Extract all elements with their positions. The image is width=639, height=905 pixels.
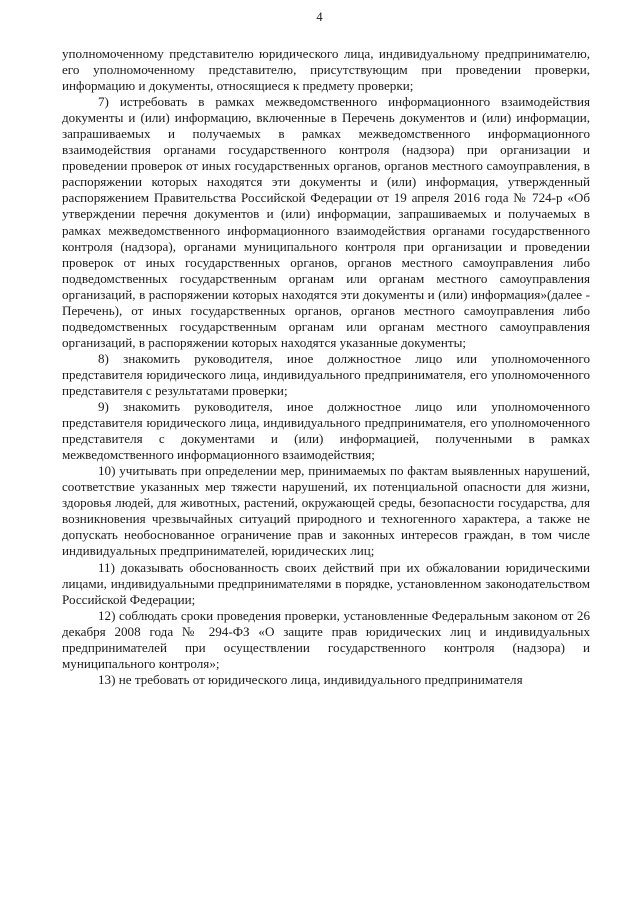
paragraph-item-10: 10) учитывать при определении мер, принимаемых по фактам выявленных нарушений, соответствие указанных мер тяжести нарушений, их потенциальной опасности для жизни, здоровья людей, для животных, растений, окружающей среды, безопасности государства, для возникновения чрезвычайных ситуаций природного и техногенного характера, а также не допускать необоснованное ограничение прав и законных интересов граждан, в том числе индивидуальных предпринимателей, юридических лиц; (62, 463, 590, 559)
page-number: 4 (316, 10, 323, 24)
paragraph-item-7: 7) истребовать в рамках межведомственного информационного взаимодействия документы и (или) информацию, включенные в Перечень документов и (или) информации, запрашиваемых и получаемых в рамках межведомственного информационного взаимодействия органами государственного контроля (надзора) при организации и проведении проверок от иных государственных органов, органов местного самоуправления, в распоряжении которых находятся эти документы и (или) информация, утвержденный распоряжением Правительства Российской Федерации от 19 апреля 2016 года № 724-р «Об утверждении перечня документов и (или) информации, запрашиваемых и получаемых в рамках межведомственного информационного взаимодействия органами государственного контроля (надзора), органами муниципального контроля при организации и проведении проверок от иных государственных органов, органов местного самоуправления либо подведомственных государственным органам или органам местного самоуправления организаций, в распоряжении которых находятся эти документы и (или) информация»(далее - Перечень), от иных государственных органов, органов местного самоуправления либо подведомственных государственным органам или органам местного самоуправления организаций, в распоряжении которых находятся указанные документы; (62, 94, 590, 350)
paragraph-item-9: 9) знакомить руководителя, иное должностное лицо или уполномоченного представителя юридического лица, индивидуального предпринимателя, его уполномоченного представителя с документами и (или) информацией, полученными в рамках межведомственного информационного взаимодействия; (62, 399, 590, 463)
document-body (62, 46, 590, 688)
paragraph-item-11: 11) доказывать обоснованность своих действий при их обжаловании юридическими лицами, индивидуальными предпринимателями в порядке, установленном законодательством Российской Федерации; (62, 559, 590, 607)
paragraph-item-8: 8) знакомить руководителя, иное должностное лицо или уполномоченного представителя юридического лица, индивидуального предпринимателя, его уполномоченного представителя с результатами проверки; (62, 350, 590, 398)
paragraph-continuation: уполномоченному представителю юридического лица, индивидуальному предпринимателю, его уполномоченному представителю, присутствующим при проведении проверки, информацию и документы, относящиеся к предмету проверки; (62, 46, 590, 94)
paragraph-item-12: 12) соблюдать сроки проведения проверки, установленные Федеральным законом от 26 декабря 2008 года № 294-ФЗ «О защите прав юридических лиц и индивидуальных предпринимателей при осуществлении государственного контроля (надзора) и муниципального контроля»; (62, 607, 590, 671)
paragraph-item-13: 13) не требовать от юридического лица, индивидуального предпринимателя (98, 671, 523, 687)
